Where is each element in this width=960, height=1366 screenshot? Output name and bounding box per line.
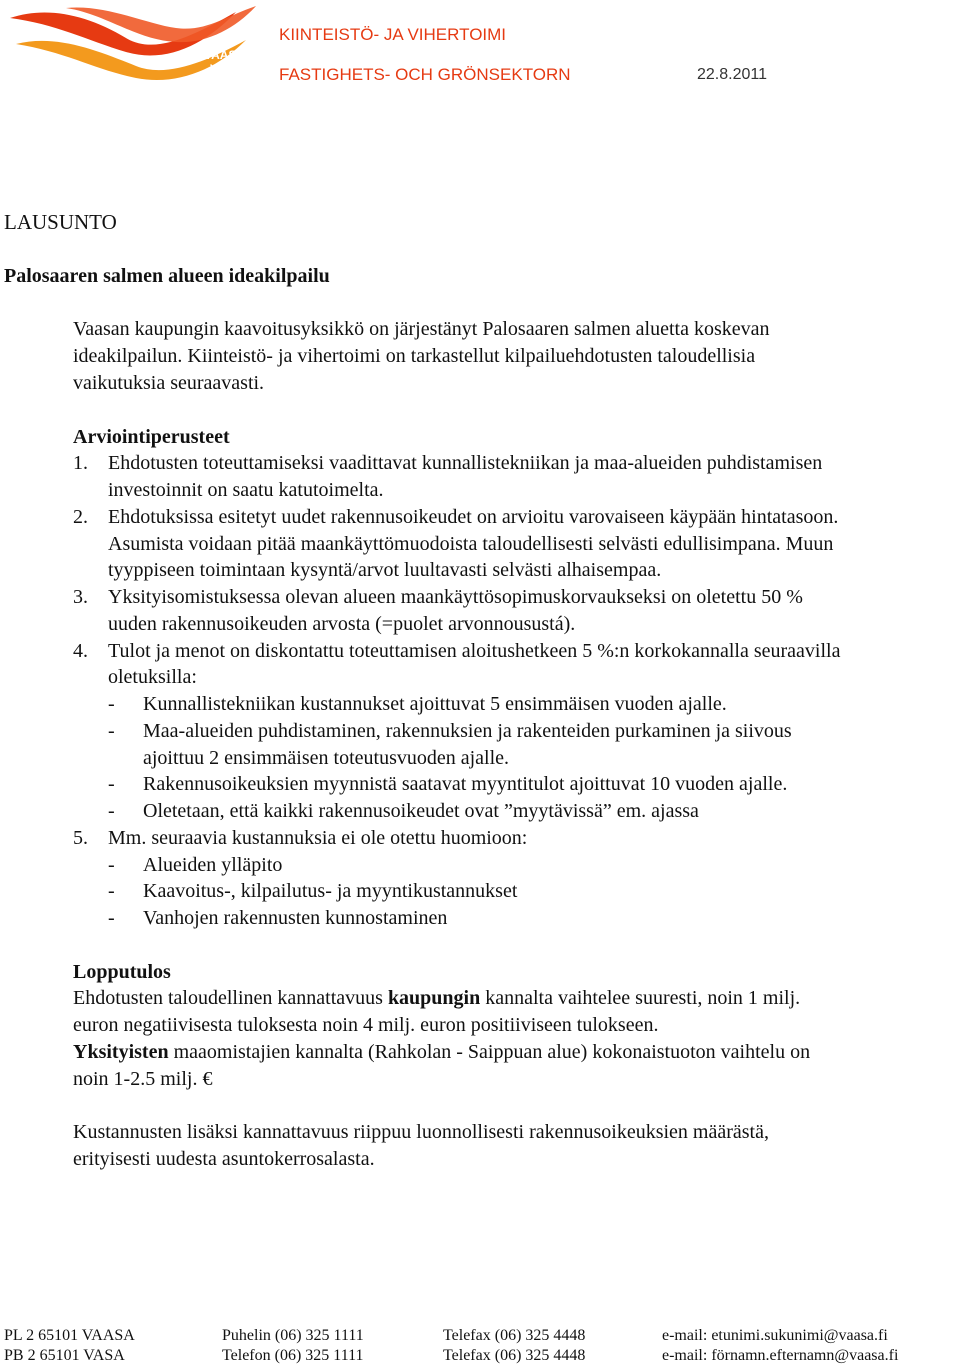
footer-fax-sv: Telefax (06) 325 4448 bbox=[443, 1347, 586, 1364]
item-number: 2. bbox=[73, 506, 88, 528]
item-number: 1. bbox=[73, 452, 88, 474]
item-line: oletuksilla: bbox=[108, 666, 197, 688]
item-number: 3. bbox=[73, 586, 88, 608]
criteria-heading: Arviointiperusteet bbox=[73, 426, 230, 448]
footer-email-fi: e-mail: etunimi.sukunimi@vaasa.fi bbox=[662, 1327, 888, 1344]
result-text: kannalta vaihtelee suuresti, noin 1 milj. bbox=[480, 987, 801, 1009]
footer-phone-sv: Telefon (06) 325 1111 bbox=[222, 1347, 364, 1364]
footer-phone-fi: Puhelin (06) 325 1111 bbox=[222, 1327, 364, 1344]
bullet-text: Kunnallistekniikan kustannukset ajoittuvat 5 ensimmäisen vuoden ajalle. bbox=[143, 693, 727, 715]
bullet-text: Maa-alueiden puhdistaminen, rakennuksien ja rakenteiden purkaminen ja siivous bbox=[143, 720, 792, 742]
result-line bbox=[73, 1039, 810, 1066]
result-line: noin 1-2.5 milj. € bbox=[73, 1068, 213, 1090]
result-emphasis: Yksityisten bbox=[73, 1041, 169, 1063]
item-line: Asumista voidaan pitää maankäyttömuodoista taloudellisesti selvästi edullisimpana. Muun bbox=[108, 533, 834, 555]
bullet-mark: - bbox=[108, 854, 115, 876]
item-line: Ehdotuksissa esitetyt uudet rakennusoikeudet on arvioitu varovaiseen käypään hintatasoon. bbox=[108, 506, 839, 528]
bullet-text: Rakennusoikeuksien myynnistä saatavat myyntitulot ajoittuvat 10 vuoden ajalle. bbox=[143, 773, 788, 795]
bullet-text: ajoittuu 2 ensimmäisen toteutusvuoden ajalle. bbox=[143, 747, 510, 769]
item-line: investoinnit on saatu katutoimelta. bbox=[108, 479, 384, 501]
bullet-mark: - bbox=[108, 773, 115, 795]
result-line: euron negatiivisesta tuloksesta noin 4 milj. euron positiiviseen tulokseen. bbox=[73, 1014, 659, 1036]
item-number: 5. bbox=[73, 827, 88, 849]
closing-line: erityisesti uudesta asuntokerrosalasta. bbox=[73, 1148, 375, 1170]
logo-text-vasa: VASA bbox=[210, 62, 243, 76]
bullet-text: Alueiden ylläpito bbox=[143, 854, 283, 876]
bullet-mark: - bbox=[108, 880, 115, 902]
bullet-text: Kaavoitus-, kilpailutus- ja myyntikustannukset bbox=[143, 880, 518, 902]
bullet-text: Vanhojen rakennusten kunnostaminen bbox=[143, 907, 448, 929]
footer-email-sv: e-mail: förnamn.efternamn@vaasa.fi bbox=[662, 1347, 899, 1364]
result-emphasis: kaupungin bbox=[387, 987, 481, 1009]
item-line: tyyppiseen toimintaan kysyntä/arvot luultavasti selvästi alhaisempaa. bbox=[108, 559, 662, 581]
result-line bbox=[73, 985, 800, 1012]
logo-text-vaasa: VAASA bbox=[204, 48, 246, 62]
bullet-mark: - bbox=[108, 800, 115, 822]
footer-address-fi: PL 2 65101 VAASA bbox=[4, 1327, 135, 1344]
footer-fax-fi: Telefax (06) 325 4448 bbox=[443, 1327, 586, 1344]
item-line: uuden rakennusoikeuden arvosta (=puolet arvonnousustá). bbox=[108, 613, 576, 635]
bullet-mark: - bbox=[108, 693, 115, 715]
intro-line: ideakilpailun. Kiinteistö- ja vihertoimi on tarkastellut kilpailuehdotusten taloudellisia bbox=[73, 345, 756, 367]
item-number: 4. bbox=[73, 640, 88, 662]
item-line: Tulot ja menot on diskontattu toteuttamisen aloitushetkeen 5 %:n korkokannalla seuraavilla bbox=[108, 640, 841, 662]
document-type: LAUSUNTO bbox=[4, 210, 117, 234]
bullet-mark: - bbox=[108, 907, 115, 929]
closing-line: Kustannusten lisäksi kannattavuus riippuu luonnollisesti rakennusoikeuksien määrästä, bbox=[73, 1121, 769, 1143]
footer-address-sv: PB 2 65101 VASA bbox=[4, 1347, 125, 1364]
department-fi: KIINTEISTÖ- JA VIHERTOIMI bbox=[279, 25, 507, 44]
bullet-mark: - bbox=[108, 720, 115, 742]
intro-line: Vaasan kaupungin kaavoitusyksikkö on järjestänyt Palosaaren salmen aluetta koskevan bbox=[73, 318, 770, 340]
vaasa-logo bbox=[6, 4, 268, 84]
document-date: 22.8.2011 bbox=[697, 66, 767, 83]
result-text: Ehdotusten taloudellinen kannattavuus bbox=[73, 987, 388, 1009]
result-heading: Lopputulos bbox=[73, 961, 171, 983]
intro-line: vaikutuksia seuraavasti. bbox=[73, 372, 265, 394]
department-sv: FASTIGHETS- OCH GRÖNSEKTORN bbox=[279, 65, 571, 84]
bullet-text: Oletetaan, että kaikki rakennusoikeudet ovat ”myytävissä” em. ajassa bbox=[143, 800, 699, 822]
item-line: Mm. seuraavia kustannuksia ei ole otettu huomioon: bbox=[108, 827, 528, 849]
document-title: Palosaaren salmen alueen ideakilpailu bbox=[4, 265, 330, 287]
item-line: Yksityisomistuksessa olevan alueen maankäyttösopimuskorvaukseksi on oletettu 50 % bbox=[108, 586, 803, 608]
result-text: maaomistajien kannalta (Rahkolan - Saippuan alue) kokonaistuoton vaihtelu on bbox=[168, 1041, 811, 1063]
item-line: Ehdotusten toteuttamiseksi vaadittavat kunnallistekniikan ja maa-alueiden puhdistamisen bbox=[108, 452, 823, 474]
